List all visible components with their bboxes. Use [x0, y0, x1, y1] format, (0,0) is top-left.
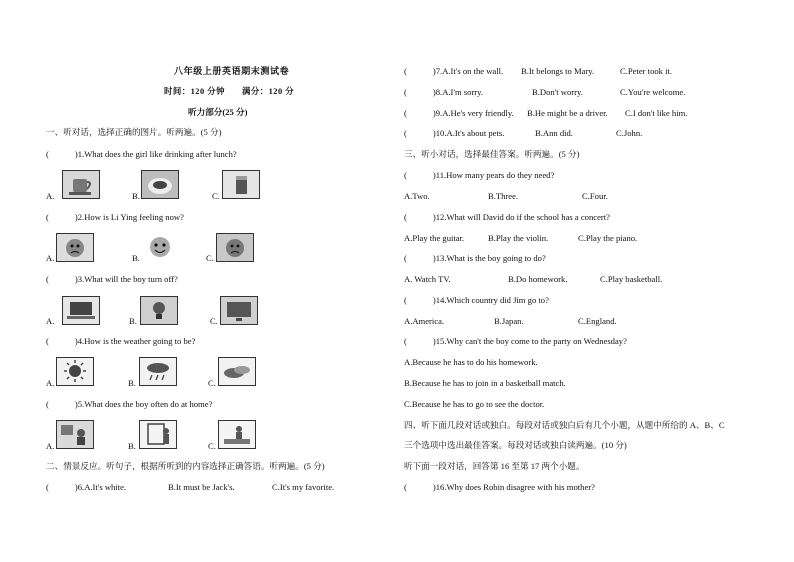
answer-paren-open: ( — [46, 336, 49, 346]
option-label-a: A. — [46, 378, 55, 388]
question-text: 1.What does the girl like drinking after lunch? — [77, 149, 237, 159]
question-text: 11.How many pears do they need? — [435, 170, 555, 180]
happy-face-icon[interactable] — [141, 233, 179, 262]
question-7 — [404, 66, 503, 77]
section4-instruction-line1: 四、听下面几段对话或独白。每段对话或独白后有几个小题，从题中所给的 A、B、C — [404, 420, 725, 430]
question-5 — [46, 399, 212, 410]
juice-glass-icon[interactable] — [222, 170, 260, 199]
cloud-icon[interactable] — [218, 357, 256, 386]
option-label-a: A. — [46, 441, 55, 451]
question-2 — [46, 212, 184, 223]
sad-face-icon[interactable] — [216, 233, 254, 262]
cleaning-window-icon[interactable] — [139, 420, 177, 449]
question-13 — [404, 253, 546, 264]
score-label: 满分：120 分 — [242, 87, 295, 96]
answer-paren-close: ) — [432, 336, 436, 346]
option-b: B.Play the violin. — [488, 233, 549, 243]
option-label-c: C. — [212, 191, 220, 201]
option-c: C.I don't like him. — [625, 108, 688, 118]
question-4 — [46, 336, 195, 347]
question-14 — [404, 295, 549, 306]
question-10 — [404, 128, 504, 139]
answer-paren-open: ( — [404, 87, 407, 97]
section4-instruction-line2: 三个选项中选出最佳答案。每段对话或独白读两遍。(10 分) — [404, 440, 627, 450]
option-label-a: A. — [46, 253, 55, 263]
option-b: B.Do homework. — [508, 274, 568, 284]
light-bulb-icon[interactable] — [140, 296, 178, 325]
question-9 — [404, 108, 514, 119]
option-a: A.America. — [404, 316, 445, 326]
rain-cloud-icon[interactable] — [139, 357, 177, 386]
answer-paren-close: ) — [74, 149, 78, 159]
option-label-b: B. — [128, 441, 136, 451]
answer-paren-close: ) — [432, 108, 436, 118]
answer-paren-close: ) — [432, 66, 436, 76]
option-b: B.It belongs to Mary. — [521, 66, 595, 76]
answer-paren-close: ) — [74, 399, 78, 409]
question-11 — [404, 170, 554, 181]
answer-paren-open: ( — [46, 212, 49, 222]
answer-paren-open: ( — [404, 66, 407, 76]
option-a: 8.A.I'm sorry. — [435, 87, 484, 97]
option-c: C.Because he has to go to see the doctor. — [404, 399, 545, 409]
option-c: C.England. — [578, 316, 617, 326]
question-1 — [46, 149, 237, 160]
option-label-c: C. — [208, 441, 216, 451]
option-label-c: C. — [206, 253, 214, 263]
question-6 — [46, 482, 126, 493]
option-b: B.Three. — [488, 191, 519, 201]
section3-instruction: 三、听小对话，选择最佳答案。听两遍。(5 分) — [404, 149, 580, 159]
answer-paren-open: ( — [46, 274, 49, 284]
answer-paren-open: ( — [46, 149, 49, 159]
question-8 — [404, 87, 483, 98]
answer-paren-close: ) — [432, 482, 436, 492]
answer-paren-close: ) — [432, 87, 436, 97]
left-column — [46, 0, 416, 562]
answer-paren-close: ) — [74, 274, 78, 284]
option-label-b: B. — [128, 378, 136, 388]
question-text: 12.What will David do if the school has a concert? — [435, 212, 610, 222]
question-text: 3.What will the boy turn off? — [77, 274, 178, 284]
option-a: 9.A.He's very friendly. — [435, 108, 514, 118]
laptop-icon[interactable] — [62, 296, 100, 325]
option-c: C.It's my favorite. — [272, 482, 335, 492]
option-a: A.Play the guitar. — [404, 233, 465, 243]
option-c: C.You're welcome. — [620, 87, 686, 97]
tea-cup-icon[interactable] — [62, 170, 100, 199]
answer-paren-open: ( — [404, 212, 407, 222]
option-label-a: A. — [46, 191, 55, 201]
question-text: 2.How is Li Ying feeling now? — [77, 212, 184, 222]
answer-paren-close: ) — [74, 482, 78, 492]
option-label-c: C. — [210, 316, 218, 326]
answer-paren-open: ( — [46, 399, 49, 409]
answer-paren-close: ) — [74, 212, 78, 222]
option-label-b: B. — [129, 316, 137, 326]
section1-instruction: 一、听对话，选择正确的图片。听两遍。(5 分) — [46, 127, 222, 137]
option-b: B.It must be Jack's. — [168, 482, 235, 492]
option-label-c: C. — [208, 378, 216, 388]
option-b: B.Ann did. — [535, 128, 573, 138]
question-text: 5.What does the boy often do at home? — [77, 399, 213, 409]
option-b: B.Japan. — [494, 316, 524, 326]
answer-paren-open: ( — [404, 336, 407, 346]
option-label-a: A. — [46, 316, 55, 326]
answer-paren-close: ) — [432, 128, 436, 138]
time-label: 时间：120 分钟 — [164, 87, 226, 96]
exam-title: 八年级上册英语期末测试卷 — [174, 66, 290, 76]
question-15 — [404, 336, 627, 347]
option-c: C.Four. — [582, 191, 608, 201]
option-b: B.Don't worry. — [532, 87, 583, 97]
answer-paren-close: ) — [432, 212, 436, 222]
option-a: A.Because he has to do his homework. — [404, 357, 538, 367]
question-text: 16.Why does Robin disagree with his mother? — [435, 482, 595, 492]
question-12 — [404, 212, 610, 223]
answer-paren-open: ( — [404, 128, 407, 138]
washing-dishes-icon[interactable] — [218, 420, 256, 449]
answer-paren-close: ) — [432, 170, 436, 180]
cooking-icon[interactable] — [56, 420, 94, 449]
option-c: C.Play basketball. — [600, 274, 663, 284]
option-c: C.Peter took it. — [620, 66, 673, 76]
answer-paren-open: ( — [404, 482, 407, 492]
hot-chocolate-icon[interactable] — [141, 170, 179, 199]
option-label-b: B. — [132, 191, 140, 201]
angry-face-icon[interactable] — [56, 233, 94, 262]
answer-paren-open: ( — [404, 108, 407, 118]
section2-instruction: 二、情景反应。听句子，根据所听到的内容选择正确答语。听两遍。(5 分) — [46, 461, 325, 471]
option-b: B.He might be a driver. — [527, 108, 608, 118]
option-a: 6.A.It's white. — [77, 482, 127, 492]
option-a: 10.A.It's about pets. — [435, 128, 505, 138]
answer-paren-close: ) — [432, 253, 436, 263]
answer-paren-open: ( — [404, 295, 407, 305]
question-text: 14.Which country did Jim go to? — [435, 295, 549, 305]
answer-paren-open: ( — [404, 170, 407, 180]
option-a: A. Watch TV. — [404, 274, 451, 284]
right-column — [404, 0, 774, 562]
option-a: A.Two. — [404, 191, 430, 201]
option-label-b: B. — [132, 253, 140, 263]
question-16 — [404, 482, 595, 493]
option-c: C.Play the piano. — [578, 233, 638, 243]
option-b: B.Because he has to join in a basketball match. — [404, 378, 566, 388]
answer-paren-close: ) — [432, 295, 436, 305]
question-text: 15.Why can't the boy come to the party on Wednesday? — [435, 336, 627, 346]
answer-paren-open: ( — [46, 482, 49, 492]
listening-heading: 听力部分(25 分) — [188, 107, 248, 117]
question-text: 13.What is the boy going to do? — [435, 253, 546, 263]
answer-paren-open: ( — [404, 253, 407, 263]
television-icon[interactable] — [220, 296, 258, 325]
question-text: 4.How is the weather going to be? — [77, 336, 196, 346]
option-c: C.John. — [616, 128, 643, 138]
option-a: 7.A.It's on the wall. — [435, 66, 504, 76]
question-3 — [46, 274, 178, 285]
section4-sub-instruction: 听下面一段对话，回答第 16 至第 17 两个小题。 — [404, 461, 585, 471]
sun-icon[interactable] — [56, 357, 94, 386]
answer-paren-close: ) — [74, 336, 78, 346]
